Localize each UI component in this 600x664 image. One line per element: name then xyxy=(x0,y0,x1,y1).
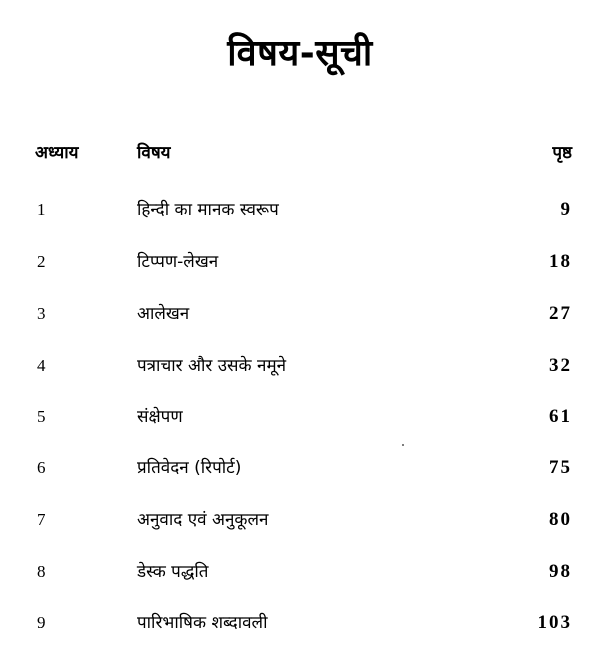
toc-row xyxy=(0,453,600,483)
chapter-subject: पत्राचार और उसके नमूने xyxy=(137,356,287,376)
chapter-subject: हिन्दी का मानक स्वरूप xyxy=(137,200,279,220)
chapter-page: 32 xyxy=(549,355,572,376)
toc-row xyxy=(0,299,600,329)
chapter-number: 3 xyxy=(37,304,46,323)
chapter-number: 5 xyxy=(37,407,46,426)
chapter-number: 4 xyxy=(37,356,46,375)
chapter-number: 6 xyxy=(37,458,46,477)
chapter-page: 18 xyxy=(549,251,572,272)
header-page: पृष्ठ xyxy=(552,143,572,163)
table-header xyxy=(0,138,600,168)
chapter-page: 61 xyxy=(549,406,572,427)
chapter-page: 9 xyxy=(560,199,572,220)
chapter-number: 2 xyxy=(37,252,46,271)
chapter-page: 103 xyxy=(537,612,572,633)
toc-row xyxy=(0,195,600,225)
chapter-subject: प्रतिवेदन (रिपोर्ट) xyxy=(137,458,242,478)
toc-row xyxy=(0,351,600,381)
scan-speck xyxy=(402,444,404,446)
chapter-subject: आलेखन xyxy=(137,304,190,324)
chapter-page: 98 xyxy=(549,561,572,582)
chapter-number: 8 xyxy=(37,562,46,581)
chapter-number: 7 xyxy=(37,510,46,529)
chapter-number: 9 xyxy=(37,613,46,632)
chapter-subject: डेस्क पद्धति xyxy=(137,562,209,582)
chapter-page: 27 xyxy=(549,303,572,324)
header-subject: विषय xyxy=(137,143,171,163)
page-title: विषय-सूची xyxy=(227,33,373,74)
toc-row xyxy=(0,608,600,638)
chapter-subject: संक्षेपण xyxy=(137,407,183,427)
toc-row xyxy=(0,247,600,277)
chapter-number: 1 xyxy=(37,200,46,219)
chapter-page: 75 xyxy=(549,457,572,478)
chapter-subject: पारिभाषिक शब्दावली xyxy=(137,613,268,633)
toc-row xyxy=(0,505,600,535)
toc-row xyxy=(0,402,600,432)
chapter-subject: टिप्पण-लेखन xyxy=(137,252,219,272)
chapter-page: 80 xyxy=(549,509,572,530)
chapter-subject: अनुवाद एवं अनुकूलन xyxy=(137,510,269,530)
toc-row xyxy=(0,557,600,587)
header-chapter: अध्याय xyxy=(35,143,79,163)
